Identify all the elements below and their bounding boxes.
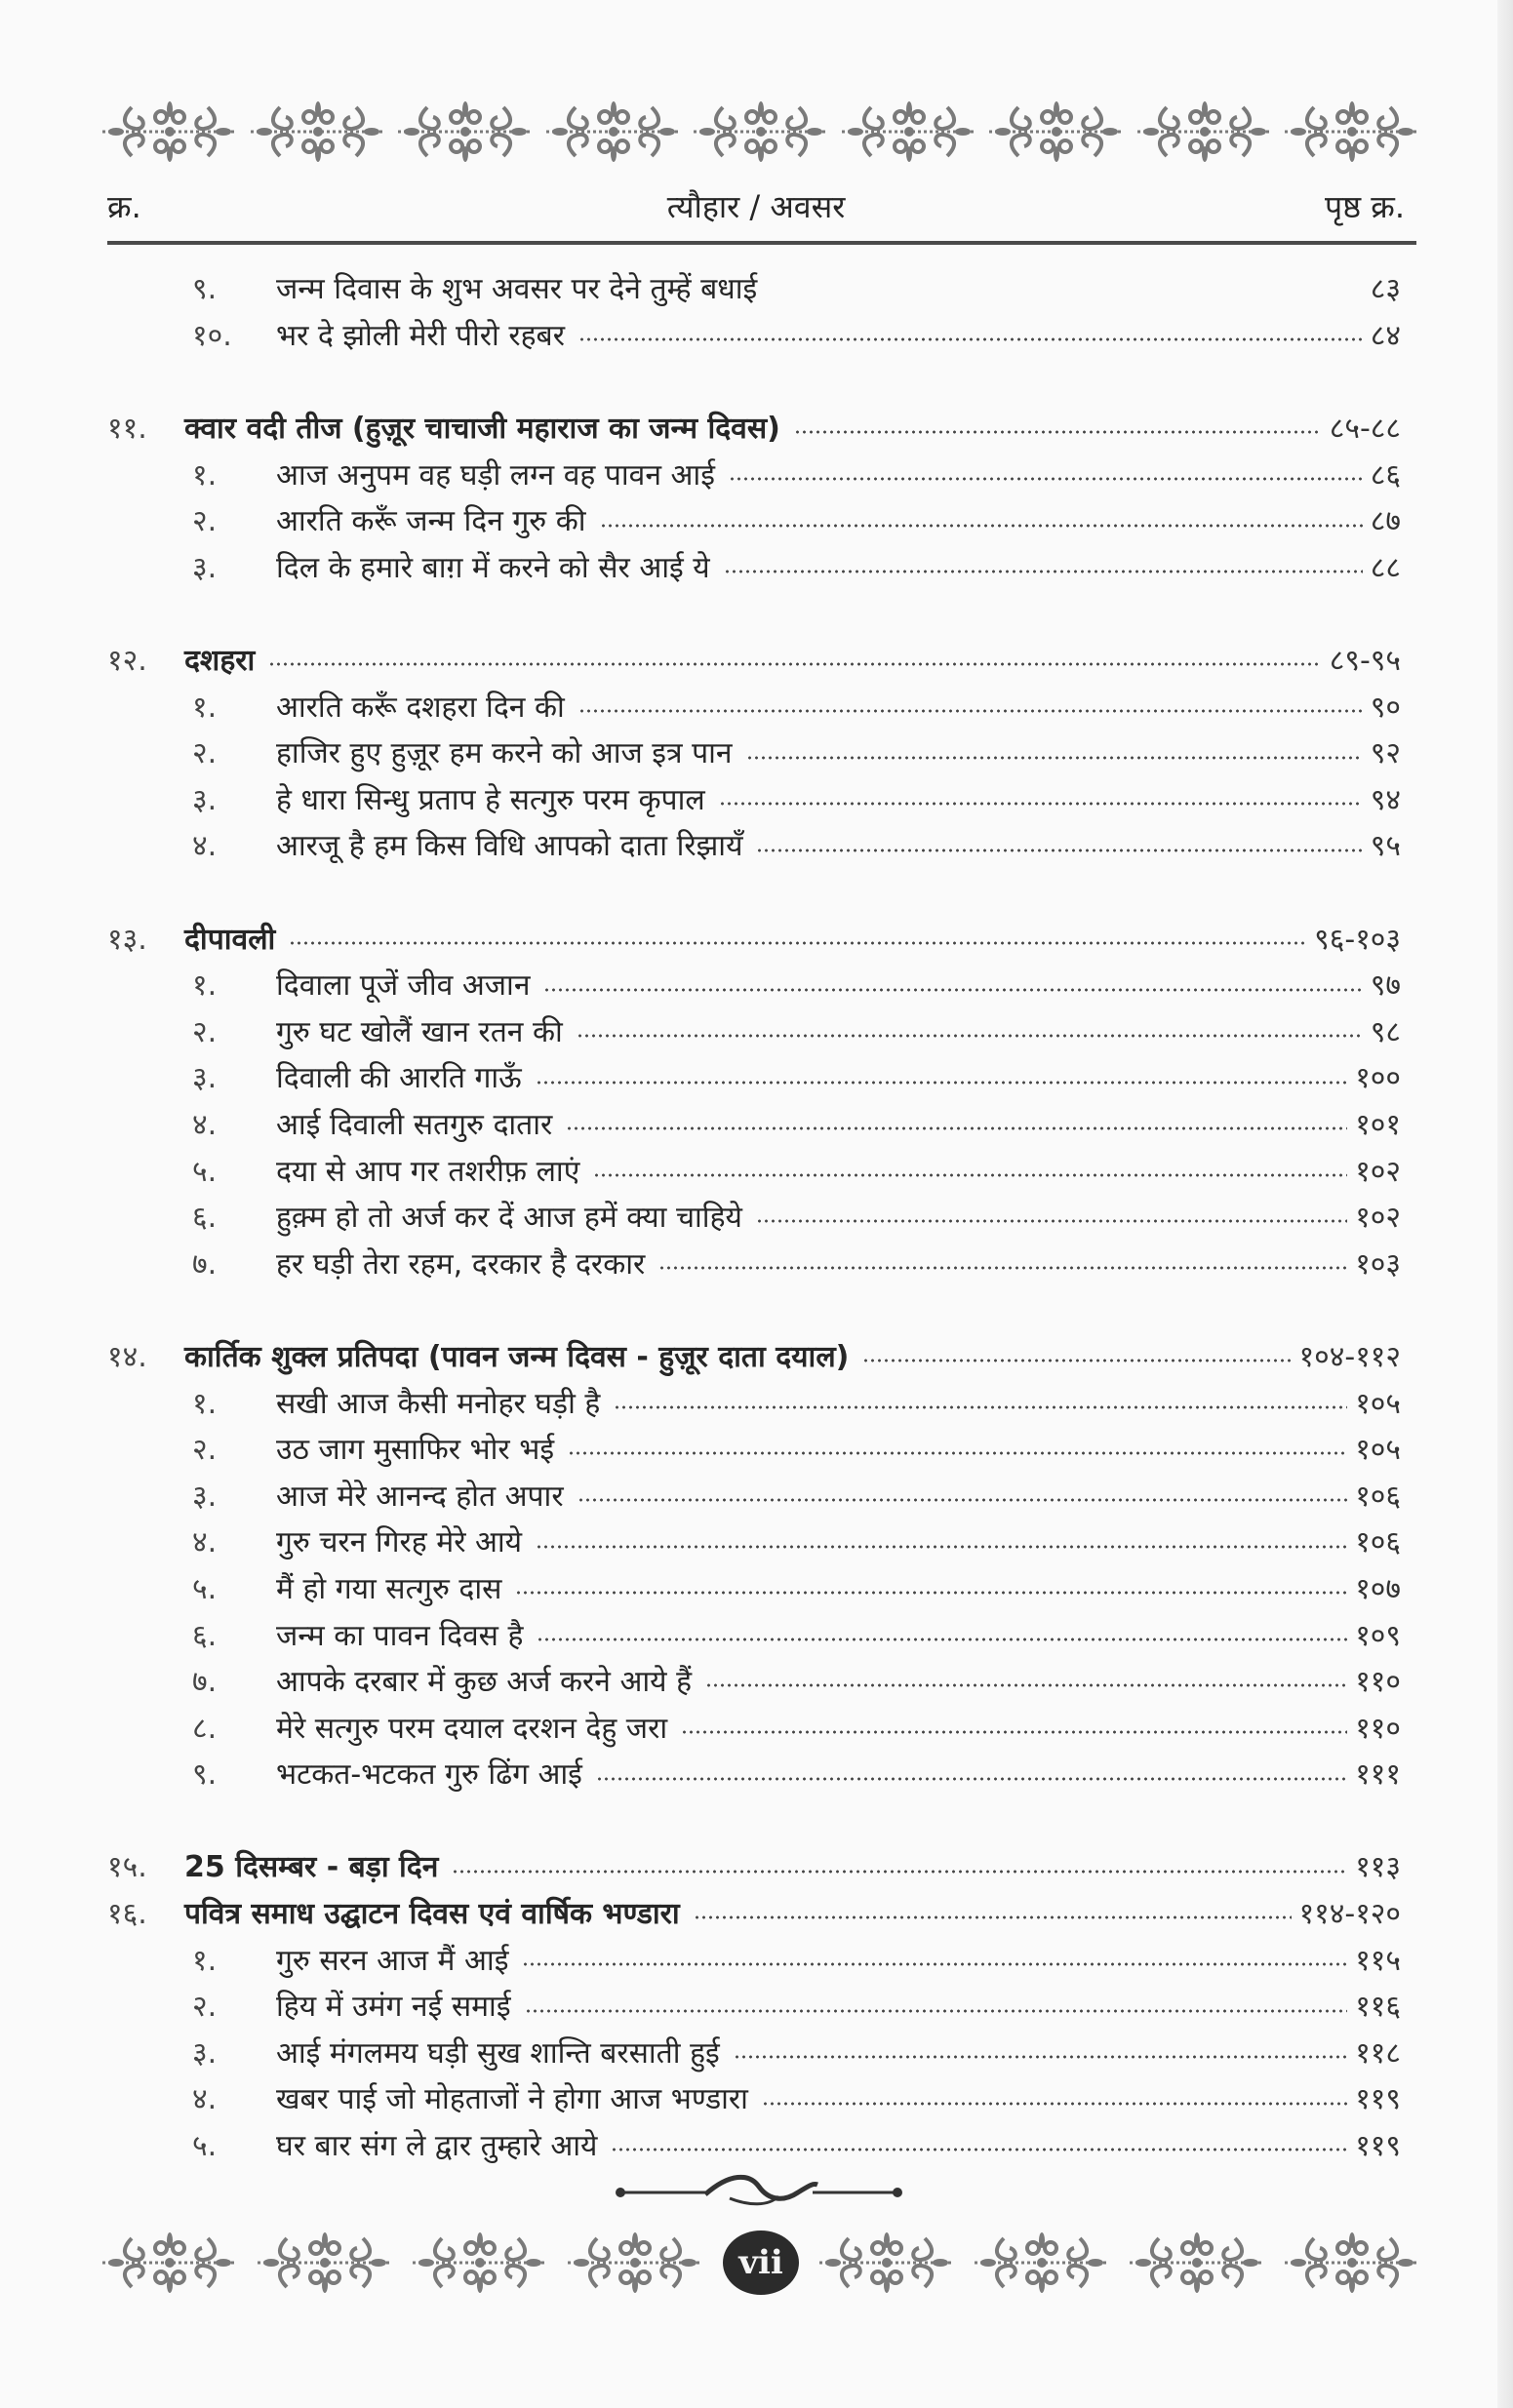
spacer-row [107,1285,1401,1332]
entry-number: ९. [192,1757,218,1793]
floral-ornament-icon [258,2230,392,2295]
entry-number: ८. [192,1711,218,1746]
entry-title: दया से आप गर तशरीफ़ लाएं [276,1154,580,1189]
entry-page-number: १०९ [1355,1618,1401,1653]
top-ornament-band [102,98,1419,166]
entry-page-number: ८९-९५ [1329,644,1401,679]
flourish-divider-icon [613,2173,905,2212]
entry-number: ३. [192,2035,218,2071]
bottom-ornament-band [102,2229,1419,2297]
toc-item-row [107,2121,1401,2168]
entry-page-number: ८६ [1370,457,1401,493]
toc-item-row [107,264,1401,311]
dot-leader [577,1031,1363,1041]
entry-page-number: ११३ [1355,1850,1401,1885]
entry-number: २. [192,504,218,539]
toc-item-row [107,821,1401,868]
dot-leader [596,1774,1347,1784]
entry-page-number: १११ [1355,1757,1401,1793]
floral-ornament-icon [568,2230,702,2295]
dot-leader [762,2099,1347,2109]
entry-number: १६. [107,1897,147,1932]
entry-page-number: ११८ [1355,2035,1401,2071]
entry-title: उठ जाग मुसाफिर भोर भई [276,1433,555,1468]
toc-item-row [107,496,1401,543]
toc-item-row [107,1378,1401,1425]
entry-title: आरजू है हम किस विधि आपको दाता रिझायँ [276,829,743,864]
entry-number: १५. [107,1850,147,1885]
entry-page-number: १०५ [1355,1433,1401,1468]
toc-item-row [107,1610,1401,1657]
spacer-row [107,1796,1401,1843]
floral-ornament-icon [975,2230,1109,2295]
entry-title: जन्म दिवास के शुभ अवसर पर देने तुम्हें बधाई [276,272,758,307]
toc-item-row [107,1518,1401,1564]
floral-ornament-icon [546,99,681,164]
entry-number: ४. [192,1107,218,1142]
entry-title: गुरु चरन गिरह मेरे आये [276,1525,523,1560]
toc-item-row [107,1053,1401,1100]
entry-page-number: १०६ [1355,1479,1401,1514]
entry-number: १. [192,690,218,725]
toc-item-row [107,775,1401,822]
entry-title: गुरु घट खोलैं खान रतन की [276,1014,563,1049]
toc-item-row [107,961,1401,1007]
entry-title: हे धारा सिन्धु प्रताप हे सत्गुरु परम कृपाल [276,782,705,817]
floral-ornament-icon [989,99,1124,164]
entry-number: १२. [107,644,147,679]
entry-page-number: ९४ [1370,782,1401,817]
entry-number: १. [192,1943,218,1978]
entry-title: दशहरा [184,644,256,679]
toc-section-row [107,1842,1401,1889]
entry-title: हर घड़ी तेरा रहम, दरकार है दरकार [276,1246,646,1282]
entry-title: खबर पाई जो मोहताजों ने होगा आज भण्डारा [276,2082,748,2117]
entry-page-number: ११९ [1355,2129,1401,2164]
entry-page-number: १०२ [1355,1201,1401,1236]
page-edge [1497,0,1513,2408]
toc-item-row [107,1193,1401,1240]
dot-leader [543,985,1362,995]
entry-page-number: ९० [1370,690,1401,725]
entry-title: आज अनुपम वह घड़ी लग्न वह पावन आई [276,457,715,493]
header-title-label: त्यौहार / अवसर [666,188,846,225]
floral-ornament-icon [694,99,828,164]
entry-page-number: ८४ [1370,318,1401,353]
entry-number: १४. [107,1339,147,1374]
entry-page-number: ९२ [1370,736,1401,771]
toc-item-row [107,1982,1401,2029]
entry-title: आई दिवाली सतगुरु दातार [276,1107,553,1142]
dot-leader [452,1867,1347,1876]
floral-ornament-icon [1285,99,1419,164]
entry-page-number: ११६ [1355,1990,1401,2025]
floral-ornament-icon [1130,2230,1264,2295]
toc-item-row [107,1471,1401,1518]
dot-leader [578,335,1363,344]
entry-page-number: १०० [1355,1061,1401,1096]
toc-section-row [107,404,1401,451]
dot-leader [746,753,1363,763]
entry-title: दिल के हमारे बाग़ में करने को सैर आई ये [276,550,710,585]
entry-number: १. [192,1386,218,1421]
entry-page-number: १०५ [1355,1386,1401,1421]
entry-title: क्वार वदी तीज (हुज़ूर चाचाजी महाराज का जन्म दिवस) [184,412,780,447]
entry-page-number: १०३ [1355,1246,1401,1282]
entry-number: ३. [192,782,218,817]
dot-leader [794,427,1322,437]
entry-page-number: ८५-८८ [1329,412,1401,447]
toc-item-row [107,1425,1401,1472]
toc-item-row [107,1935,1401,1982]
entry-title: आरति करूँ जन्म दिन गुरु की [276,504,586,539]
entry-number: ३. [192,550,218,585]
toc-section-row [107,914,1401,961]
dot-leader [658,1263,1347,1273]
toc-item-row [107,1703,1401,1750]
entry-title: पवित्र समाध उद्घाटन दिवस एवं वार्षिक भण्डारा [184,1897,680,1932]
toc-item-row [107,450,1401,496]
toc-item-row [107,2029,1401,2075]
entry-page-number: ९७ [1370,968,1401,1004]
entry-title: घर बार संग ले द्वार तुम्हारे आये [276,2129,598,2164]
entry-number: ६. [192,1618,218,1653]
entry-number: ९. [192,272,218,307]
toc-section-row [107,636,1401,683]
dot-leader [600,521,1363,531]
floral-ornament-icon [102,99,237,164]
entry-number: २. [192,1990,218,2025]
floral-ornament-icon [251,99,385,164]
entry-number: १०. [192,318,232,353]
entry-title: हिय में उमंग नई समाई [276,1990,511,2025]
dot-leader [525,2006,1348,2016]
entry-title: दीपावली [184,922,276,957]
entry-title: भटकत-भटकत गुरु ढिंग आई [276,1757,582,1793]
toc-item-row [107,1146,1401,1193]
dot-leader [681,1727,1347,1737]
dot-leader [719,799,1363,809]
entry-number: ११. [107,412,147,447]
entry-page-number: ८८ [1370,550,1401,585]
toc-section-row [107,1332,1401,1379]
spacer-row [107,868,1401,915]
dot-leader [568,1448,1347,1458]
entry-number: १. [192,968,218,1004]
entry-title: आई मंगलमय घड़ी सुख शान्ति बरसाती हुई [276,2035,720,2071]
entry-title: हुक़्म हो तो अर्ज कर दें आज हमें क्या चाहिये [276,1201,742,1236]
toc-item-row [107,1007,1401,1054]
entry-number: ४. [192,1525,218,1560]
toc-item-row [107,1657,1401,1704]
dot-leader [734,2052,1347,2062]
toc-item-row [107,1239,1401,1285]
entry-number: ६. [192,1201,218,1236]
entry-page-number: ११९ [1355,2082,1401,2117]
toc-item-row [107,1750,1401,1796]
floral-ornament-icon [102,2230,237,2295]
table-of-contents [107,264,1401,2167]
floral-ornament-icon [842,99,976,164]
entry-title: मैं हो गया सत्गुरु दास [276,1571,502,1606]
spacer-row [107,589,1401,636]
dot-leader [522,1959,1347,1969]
entry-page-number: १०६ [1355,1525,1401,1560]
floral-ornament-icon [1285,2230,1419,2295]
floral-ornament-icon [413,2230,547,2295]
toc-item-row [107,682,1401,729]
entry-title: गुरु सरन आज मैं आई [276,1943,509,1978]
toc-item-row [107,311,1401,358]
dot-leader [515,1588,1347,1598]
entry-page-number: ८३ [1370,272,1401,307]
entry-page-number: ११५ [1355,1943,1401,1978]
dot-leader [268,659,1321,669]
dot-leader [862,1356,1291,1365]
page-number-badge: vii [723,2230,799,2295]
entry-page-number: ११४-१२० [1298,1897,1401,1932]
entry-number: २. [192,1433,218,1468]
entry-title: हाजिर हुए हुज़ूर हम करने को आज इत्र पान [276,736,733,771]
entry-title: आज मेरे आनन्द होत अपार [276,1479,564,1514]
entry-title: दिवाली की आरति गाऊँ [276,1061,522,1096]
entry-title: दिवाला पूजें जीव अजान [276,968,531,1004]
entry-number: २. [192,1014,218,1049]
header-serial-label: क्र. [107,188,141,225]
floral-ornament-icon [398,99,533,164]
entry-number: २. [192,736,218,771]
entry-title: सखी आज कैसी मनोहर घड़ी है [276,1386,601,1421]
dot-leader [536,1078,1347,1087]
toc-item-row [107,543,1401,590]
entry-page-number: १०२ [1355,1154,1401,1189]
entry-page-number: ९६-१०३ [1314,922,1401,957]
dot-leader [611,2145,1347,2154]
entry-number: ४. [192,2082,218,2117]
dot-leader [694,1913,1292,1922]
entry-title: आपके दरबार में कुछ अर्ज करने आये हैं [276,1665,693,1700]
entry-title: 25 दिसम्बर - बड़ा दिन [184,1850,439,1885]
entry-number: ७. [192,1665,218,1700]
entry-title: आरति करूँ दशहरा दिन की [276,690,565,725]
entry-number: ३. [192,1061,218,1096]
entry-number: १. [192,457,218,493]
dot-leader [536,1542,1347,1552]
dot-leader [289,938,1306,948]
dot-leader [578,706,1363,716]
entry-number: ४. [192,829,218,864]
entry-page-number: ८७ [1370,504,1401,539]
entry-number: ३. [192,1479,218,1514]
spacer-row [107,357,1401,404]
dot-leader [756,1216,1347,1226]
entry-title: कार्तिक शुक्ल प्रतिपदा (पावन जन्म दिवस - हुज़ूर दाता दयाल) [184,1339,850,1374]
header-page-label: पृष्ठ क्र. [1325,188,1405,225]
dot-leader [566,1124,1347,1133]
entry-page-number: १०१ [1355,1107,1401,1142]
entry-page-number: ९५ [1370,829,1401,864]
entry-number: ५. [192,1571,218,1606]
entry-number: ७. [192,1246,218,1282]
dot-leader [593,1170,1347,1180]
entry-title: भर दे झोली मेरी पीरो रहबर [276,318,565,353]
entry-page-number: ९८ [1370,1014,1401,1049]
entry-number: १३. [107,922,147,957]
toc-item-row [107,1100,1401,1147]
dot-leader [756,846,1362,855]
entry-page-number: ११० [1355,1665,1401,1700]
entry-page-number: १०७ [1355,1571,1401,1606]
entry-title: मेरे सत्गुरु परम दयाल दरशन देहु जरा [276,1711,668,1746]
dot-leader [614,1402,1347,1412]
toc-header [107,185,1405,234]
floral-ornament-icon [1137,99,1272,164]
floral-ornament-icon [819,2230,954,2295]
dot-leader [705,1680,1347,1690]
entry-number: ५. [192,2129,218,2164]
entry-page-number: १०४-११२ [1298,1339,1401,1374]
toc-section-row [107,1889,1401,1936]
dot-leader [729,474,1363,484]
dot-leader [537,1635,1347,1644]
entry-title: जन्म का पावन दिवस है [276,1618,524,1653]
toc-item-row [107,729,1401,775]
header-rule [107,241,1416,245]
entry-number: ५. [192,1154,218,1189]
dot-leader [724,567,1363,576]
dot-leader [577,1495,1348,1505]
entry-page-number: ११० [1355,1711,1401,1746]
toc-item-row [107,2074,1401,2121]
toc-item-row [107,1564,1401,1611]
